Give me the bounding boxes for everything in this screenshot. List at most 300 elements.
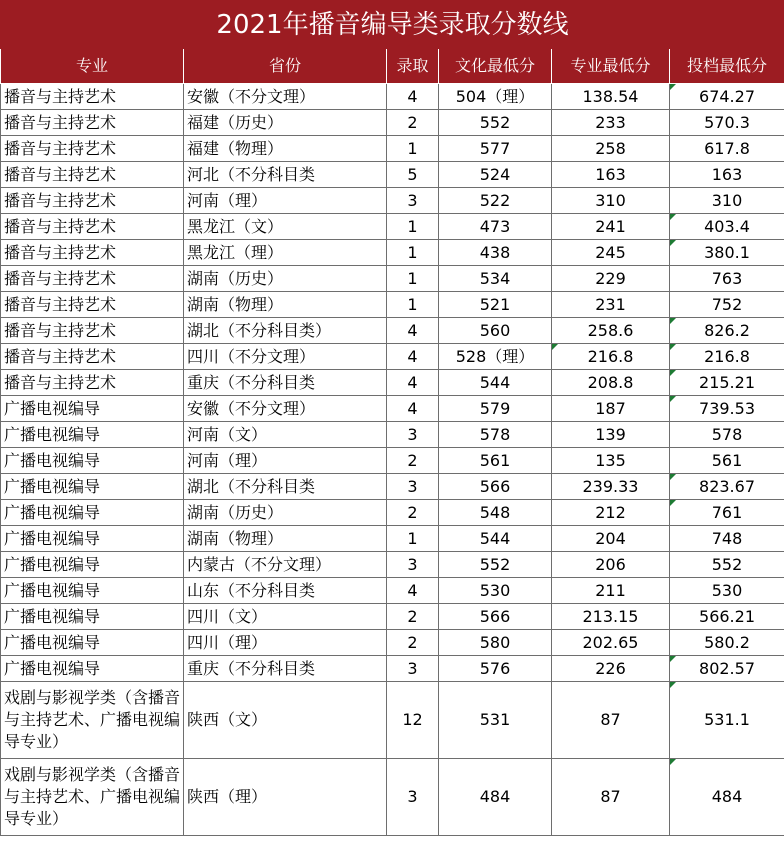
cell-admitted (387, 370, 439, 396)
cell-culture-min (439, 500, 552, 526)
cell-province-text: 内蒙古（不分文理） (187, 554, 332, 574)
cell-admitted-text: 1 (407, 528, 418, 548)
table-row (1, 500, 784, 526)
cell-admitted (387, 759, 439, 836)
cell-filing-min-text: 570.3 (704, 112, 750, 132)
cell-professional-min (552, 214, 670, 240)
cell-professional-min (552, 240, 670, 266)
cell-major (1, 344, 184, 370)
cell-filing-min (670, 448, 784, 474)
cell-major (1, 656, 184, 682)
cell-filing-min-text: 552 (711, 554, 743, 574)
cell-admitted (387, 292, 439, 318)
table-row (1, 370, 784, 396)
cell-culture-min-text: 552 (479, 554, 511, 574)
cell-major-text: 播音与主持艺术 (4, 320, 117, 340)
cell-major (1, 240, 184, 266)
cell-culture-min (439, 266, 552, 292)
header-culture-min: 文化最低分 (439, 49, 552, 84)
cell-province-text: 河南（理） (187, 190, 268, 210)
cell-admitted-text: 1 (407, 138, 418, 158)
cell-filing-min-text: 752 (711, 294, 743, 314)
cell-comment-marker (552, 344, 558, 350)
cell-major (1, 578, 184, 604)
cell-province-text: 湖南（历史） (187, 268, 284, 288)
table-row (1, 110, 784, 136)
cell-professional-min-text: 139 (595, 424, 626, 444)
cell-culture-min-text: 577 (479, 138, 511, 158)
cell-culture-min (439, 370, 552, 396)
table-row (1, 422, 784, 448)
cell-professional-min (552, 344, 670, 370)
cell-admitted (387, 240, 439, 266)
cell-comment-marker (670, 240, 676, 246)
cell-professional-min (552, 370, 670, 396)
cell-province (184, 292, 387, 318)
cell-admitted-text: 4 (407, 398, 418, 418)
cell-province (184, 344, 387, 370)
cell-culture-min (439, 552, 552, 578)
cell-comment-marker (670, 656, 676, 662)
cell-major-text: 播音与主持艺术 (4, 164, 117, 184)
cell-admitted-text: 3 (407, 424, 418, 444)
cell-professional-min (552, 656, 670, 682)
cell-comment-marker (670, 214, 676, 220)
cell-culture-min-text: 473 (479, 216, 511, 236)
cell-province (184, 578, 387, 604)
cell-professional-min (552, 84, 670, 110)
cell-province-text: 四川（理） (187, 632, 268, 652)
cell-province-text: 湖北（不分科目类） (187, 320, 332, 340)
cell-major-text: 广播电视编导 (4, 450, 101, 470)
cell-admitted-text: 2 (407, 450, 418, 470)
cell-filing-min-text: 380.1 (704, 242, 750, 262)
cell-professional-min (552, 500, 670, 526)
cell-professional-min (552, 474, 670, 500)
cell-professional-min-text: 163 (595, 164, 626, 184)
cell-admitted (387, 630, 439, 656)
cell-culture-min (439, 396, 552, 422)
cell-major (1, 604, 184, 630)
cell-professional-min (552, 110, 670, 136)
cell-culture-min (439, 759, 552, 836)
cell-province (184, 682, 387, 759)
cell-major (1, 292, 184, 318)
cell-culture-min (439, 448, 552, 474)
cell-admitted (387, 84, 439, 110)
cell-admitted (387, 656, 439, 682)
cell-professional-min (552, 422, 670, 448)
cell-professional-min (552, 318, 670, 344)
cell-admitted (387, 604, 439, 630)
cell-filing-min-text: 739.53 (699, 398, 755, 418)
cell-professional-min-text: 202.65 (582, 632, 639, 652)
cell-culture-min (439, 526, 552, 552)
cell-filing-min-text: 530 (711, 580, 743, 600)
cell-province (184, 240, 387, 266)
cell-culture-min-text: 522 (479, 190, 511, 210)
cell-major (1, 266, 184, 292)
cell-major-text: 广播电视编导 (4, 632, 101, 652)
cell-province (184, 396, 387, 422)
table-row (1, 266, 784, 292)
cell-major-text: 广播电视编导 (4, 528, 101, 548)
cell-admitted-text: 12 (402, 710, 423, 729)
table-title: 2021年播音编导类录取分数线 (1, 1, 784, 49)
cell-filing-min-text: 578 (711, 424, 743, 444)
cell-admitted (387, 474, 439, 500)
cell-filing-min-text: 163 (711, 164, 743, 184)
cell-admitted (387, 188, 439, 214)
cell-professional-min (552, 448, 670, 474)
cell-admitted-text: 2 (407, 606, 418, 626)
cell-culture-min (439, 578, 552, 604)
cell-filing-min (670, 630, 784, 656)
cell-province-text: 福建（历史） (187, 112, 284, 132)
cell-professional-min-text: 241 (595, 216, 626, 236)
cell-professional-min (552, 578, 670, 604)
cell-admitted-text: 1 (407, 216, 418, 236)
cell-professional-min (552, 759, 670, 836)
cell-culture-min-text: 534 (479, 268, 511, 288)
cell-professional-min (552, 526, 670, 552)
cell-province-text: 湖北（不分科目类 (187, 476, 316, 496)
cell-filing-min (670, 500, 784, 526)
cell-filing-min (670, 526, 784, 552)
cell-culture-min (439, 344, 552, 370)
table-row (1, 526, 784, 552)
cell-province-text: 河南（文） (187, 424, 268, 444)
cell-major-text: 播音与主持艺术 (4, 138, 117, 158)
cell-major (1, 552, 184, 578)
cell-culture-min (439, 136, 552, 162)
cell-filing-min (670, 759, 784, 836)
cell-filing-min (670, 188, 784, 214)
cell-major-text: 广播电视编导 (4, 580, 101, 600)
cell-filing-min-text: 674.27 (699, 86, 755, 106)
cell-province (184, 110, 387, 136)
cell-professional-min (552, 552, 670, 578)
cell-culture-min (439, 318, 552, 344)
cell-major (1, 396, 184, 422)
cell-province (184, 759, 387, 836)
cell-culture-min-text: 528（理） (455, 346, 535, 366)
cell-major-text: 广播电视编导 (4, 606, 101, 626)
cell-filing-min-text: 215.21 (699, 372, 755, 392)
cell-major-text: 播音与主持艺术 (4, 86, 117, 106)
cell-admitted-text: 3 (407, 190, 418, 210)
cell-major-text: 广播电视编导 (4, 424, 101, 444)
cell-major (1, 526, 184, 552)
cell-culture-min (439, 422, 552, 448)
cell-filing-min (670, 214, 784, 240)
cell-province (184, 630, 387, 656)
cell-culture-min-text: 438 (479, 242, 511, 262)
cell-filing-min (670, 344, 784, 370)
cell-professional-min-text: 208.8 (587, 372, 634, 392)
cell-comment-marker (670, 500, 676, 506)
cell-province-text: 黑龙江（文） (187, 216, 284, 236)
cell-culture-min-text: 560 (479, 320, 511, 340)
cell-province-text: 河南（理） (187, 450, 268, 470)
cell-culture-min (439, 292, 552, 318)
cell-province-text: 河北（不分科目类 (187, 164, 316, 184)
cell-filing-min-text: 826.2 (704, 320, 750, 340)
cell-major-text: 戏剧与影视学类（含播音与主持艺术、广播电视编导专业） (4, 688, 181, 751)
table-row (1, 188, 784, 214)
cell-filing-min-text: 823.67 (699, 476, 755, 496)
cell-filing-min (670, 240, 784, 266)
cell-professional-min (552, 162, 670, 188)
cell-culture-min-text: 566 (479, 606, 511, 626)
cell-major-text: 播音与主持艺术 (4, 242, 117, 262)
table-row (1, 578, 784, 604)
cell-admitted (387, 344, 439, 370)
cell-filing-min (670, 370, 784, 396)
cell-culture-min (439, 240, 552, 266)
cell-filing-min (670, 474, 784, 500)
table-row (1, 214, 784, 240)
cell-professional-min-text: 138.54 (582, 86, 639, 106)
cell-filing-min (670, 604, 784, 630)
cell-province (184, 136, 387, 162)
cell-province (184, 526, 387, 552)
cell-professional-min-text: 239.33 (582, 476, 639, 496)
table-row (1, 448, 784, 474)
cell-province (184, 604, 387, 630)
cell-filing-min (670, 136, 784, 162)
cell-admitted (387, 578, 439, 604)
cell-province (184, 214, 387, 240)
cell-admitted (387, 110, 439, 136)
cell-admitted-text: 4 (407, 372, 418, 392)
cell-comment-marker (670, 682, 676, 688)
cell-major-text: 播音与主持艺术 (4, 294, 117, 314)
cell-professional-min-text: 212 (595, 502, 626, 522)
cell-culture-min (439, 682, 552, 759)
cell-comment-marker (670, 370, 676, 376)
cell-filing-min (670, 656, 784, 682)
cell-filing-min (670, 162, 784, 188)
cell-culture-min-text: 552 (479, 112, 511, 132)
cell-major-text: 播音与主持艺术 (4, 112, 117, 132)
cell-filing-min-text: 566.21 (699, 606, 755, 626)
cell-major (1, 136, 184, 162)
cell-admitted (387, 422, 439, 448)
table-row (1, 240, 784, 266)
cell-major-text: 播音与主持艺术 (4, 268, 117, 288)
table-row (1, 318, 784, 344)
header-professional-min: 专业最低分 (552, 49, 670, 84)
cell-province (184, 318, 387, 344)
cell-admitted-text: 1 (407, 268, 418, 288)
table-row (1, 656, 784, 682)
cell-province (184, 500, 387, 526)
table-row (1, 396, 784, 422)
cell-comment-marker (670, 344, 676, 350)
cell-major (1, 162, 184, 188)
cell-culture-min (439, 84, 552, 110)
cell-culture-min (439, 110, 552, 136)
cell-culture-min (439, 214, 552, 240)
cell-professional-min (552, 292, 670, 318)
cell-admitted-text: 5 (407, 164, 418, 184)
cell-province (184, 656, 387, 682)
cell-professional-min-text: 204 (595, 528, 626, 548)
header-admitted: 录取 (387, 49, 439, 84)
cell-major (1, 318, 184, 344)
cell-culture-min-text: 504（理） (455, 86, 535, 106)
cell-filing-min (670, 318, 784, 344)
table-row (1, 759, 784, 836)
cell-filing-min (670, 578, 784, 604)
cell-admitted (387, 500, 439, 526)
cell-admitted (387, 448, 439, 474)
cell-filing-min (670, 110, 784, 136)
cell-culture-min-text: 530 (479, 580, 511, 600)
cell-admitted (387, 396, 439, 422)
cell-filing-min (670, 422, 784, 448)
table-row (1, 136, 784, 162)
cell-province (184, 188, 387, 214)
cell-comment-marker (670, 396, 676, 402)
cell-major-text: 播音与主持艺术 (4, 216, 117, 236)
cell-admitted (387, 318, 439, 344)
cell-admitted (387, 136, 439, 162)
cell-filing-min (670, 396, 784, 422)
cell-province-text: 湖南（物理） (187, 294, 284, 314)
cell-filing-min-text: 617.8 (704, 138, 750, 158)
cell-culture-min (439, 474, 552, 500)
cell-admitted-text: 2 (407, 112, 418, 132)
cell-filing-min-text: 748 (711, 528, 743, 548)
cell-admitted (387, 526, 439, 552)
cell-culture-min-text: 484 (479, 787, 511, 806)
cell-culture-min (439, 162, 552, 188)
cell-professional-min (552, 630, 670, 656)
cell-culture-min (439, 604, 552, 630)
cell-professional-min-text: 87 (600, 787, 621, 806)
cell-professional-min (552, 396, 670, 422)
cell-comment-marker (670, 474, 676, 480)
cell-filing-min (670, 682, 784, 759)
cell-major (1, 110, 184, 136)
cell-culture-min-text: 544 (479, 372, 511, 392)
cell-filing-min (670, 292, 784, 318)
cell-professional-min-text: 211 (595, 580, 626, 600)
cell-professional-min-text: 258.6 (587, 320, 634, 340)
cell-admitted (387, 682, 439, 759)
cell-professional-min-text: 233 (595, 112, 626, 132)
cell-culture-min-text: 524 (479, 164, 511, 184)
cell-filing-min-text: 761 (711, 502, 743, 522)
cell-admitted (387, 214, 439, 240)
cell-major-text: 广播电视编导 (4, 658, 101, 678)
cell-admitted-text: 1 (407, 242, 418, 262)
cell-major-text: 广播电视编导 (4, 554, 101, 574)
cell-culture-min-text: 579 (479, 398, 511, 418)
cell-admitted-text: 4 (407, 346, 418, 366)
cell-province (184, 162, 387, 188)
cell-culture-min-text: 521 (479, 294, 511, 314)
cell-province (184, 266, 387, 292)
cell-culture-min (439, 656, 552, 682)
cell-professional-min-text: 216.8 (587, 346, 634, 366)
cell-admitted-text: 4 (407, 580, 418, 600)
cell-filing-min-text: 403.4 (704, 216, 750, 236)
cell-professional-min-text: 231 (595, 294, 626, 314)
cell-major-text: 播音与主持艺术 (4, 190, 117, 210)
cell-major-text: 广播电视编导 (4, 502, 101, 522)
cell-filing-min-text: 763 (711, 268, 743, 288)
cell-filing-min-text: 310 (711, 190, 743, 210)
header-major: 专业 (1, 49, 184, 84)
cell-culture-min-text: 578 (479, 424, 511, 444)
cell-province-text: 湖南（历史） (187, 502, 284, 522)
cell-province (184, 370, 387, 396)
cell-major (1, 474, 184, 500)
cell-admitted-text: 2 (407, 632, 418, 652)
cell-comment-marker (670, 84, 676, 90)
cell-professional-min-text: 87 (600, 710, 621, 729)
cell-admitted-text: 1 (407, 294, 418, 314)
cell-province (184, 552, 387, 578)
cell-filing-min (670, 266, 784, 292)
cell-comment-marker (670, 318, 676, 324)
cell-province (184, 422, 387, 448)
table-row (1, 604, 784, 630)
cell-major (1, 682, 184, 759)
cell-professional-min-text: 229 (595, 268, 626, 288)
cell-major (1, 370, 184, 396)
cell-admitted-text: 4 (407, 320, 418, 340)
cell-province-text: 安徽（不分文理） (187, 398, 316, 418)
cell-major-text: 戏剧与影视学类（含播音与主持艺术、广播电视编导专业） (4, 765, 181, 828)
cell-major (1, 84, 184, 110)
cell-admitted-text: 3 (407, 787, 418, 806)
cell-major-text: 播音与主持艺术 (4, 346, 117, 366)
cell-province-text: 黑龙江（理） (187, 242, 284, 262)
cell-culture-min-text: 561 (479, 450, 511, 470)
cell-culture-min (439, 630, 552, 656)
table-row (1, 344, 784, 370)
cell-comment-marker (670, 759, 676, 765)
cell-major (1, 188, 184, 214)
header-filing-min: 投档最低分 (670, 49, 784, 84)
cell-culture-min-text: 576 (479, 658, 511, 678)
cell-culture-min-text: 548 (479, 502, 511, 522)
cell-professional-min-text: 206 (595, 554, 626, 574)
cell-filing-min (670, 84, 784, 110)
cell-province-text: 重庆（不分科目类 (187, 658, 316, 678)
cell-province-text: 安徽（不分文理） (187, 86, 316, 106)
cell-professional-min-text: 310 (595, 190, 626, 210)
cell-professional-min-text: 135 (595, 450, 626, 470)
cell-culture-min (439, 188, 552, 214)
cell-professional-min-text: 213.15 (582, 606, 639, 626)
cell-filing-min-text: 802.57 (699, 658, 755, 678)
cell-professional-min (552, 266, 670, 292)
header-row (1, 49, 784, 84)
cell-province (184, 448, 387, 474)
cell-major-text: 播音与主持艺术 (4, 372, 117, 392)
table-row (1, 84, 784, 110)
cell-admitted-text: 4 (407, 86, 418, 106)
cell-major (1, 759, 184, 836)
cell-filing-min-text: 531.1 (704, 710, 750, 729)
cell-admitted-text: 3 (407, 476, 418, 496)
cell-culture-min-text: 566 (479, 476, 511, 496)
